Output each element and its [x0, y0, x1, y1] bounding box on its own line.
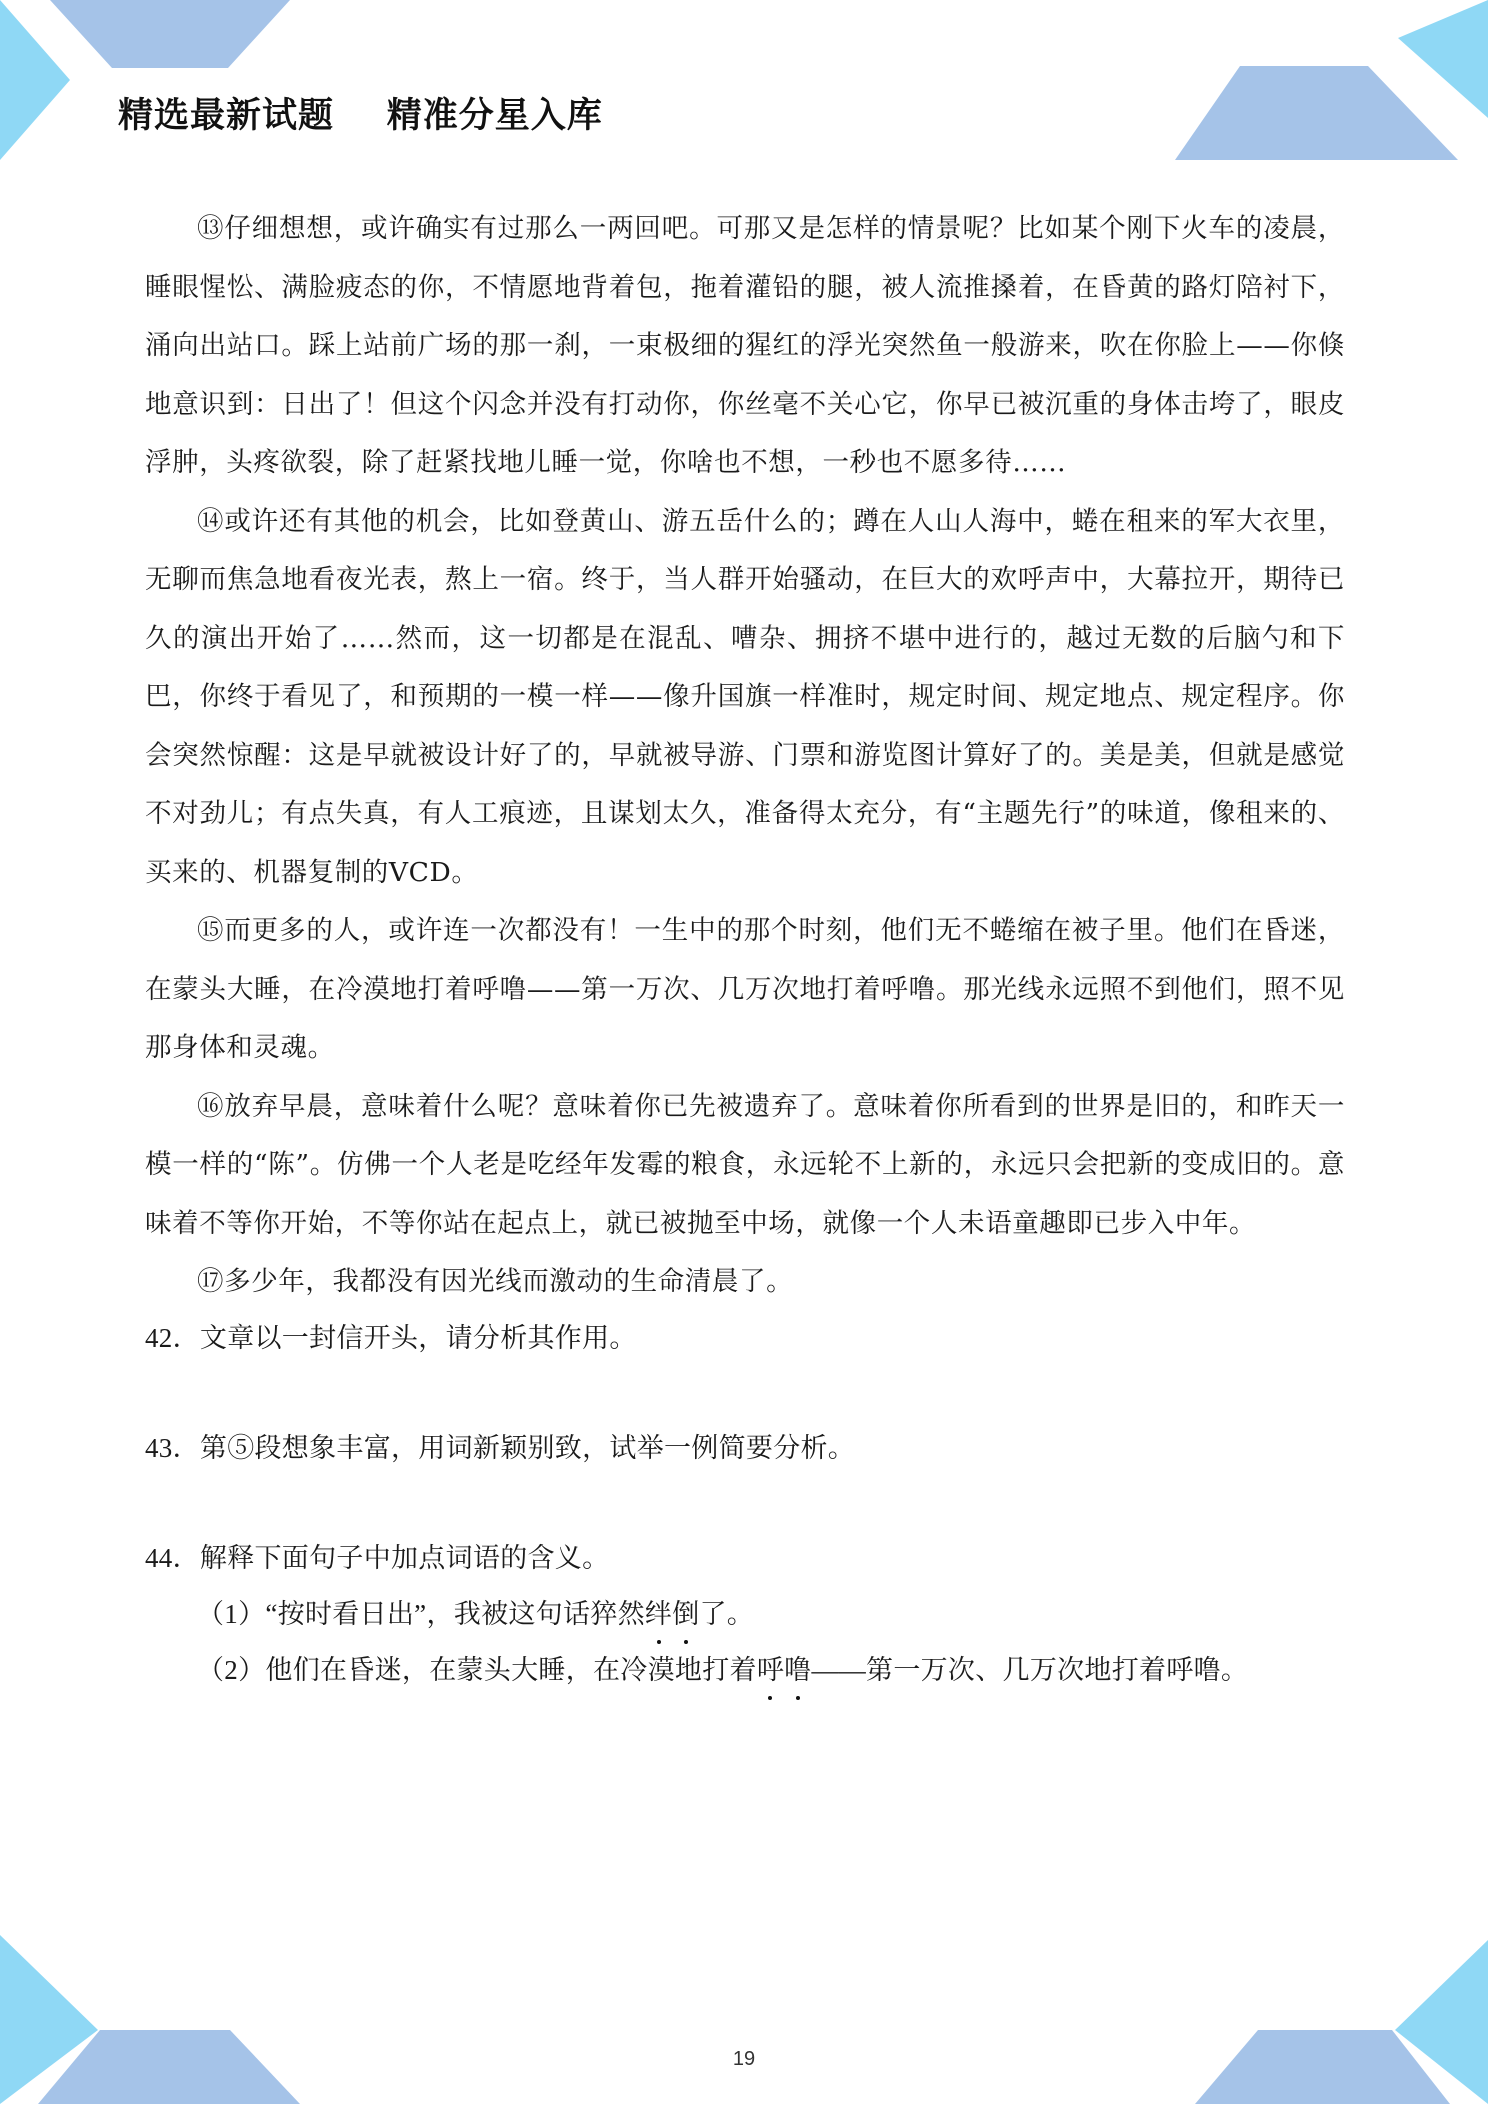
q44-item-1-after: 了。 [699, 1598, 755, 1629]
q44-item-2-after: ——第一万次、几万次地打着呼噜。 [811, 1654, 1249, 1685]
question-44: 44．解释下面句子中加点词语的含义。 [145, 1542, 610, 1573]
dotted-word-2a: 呼 [757, 1650, 784, 1690]
q44-item-2-before: （2）他们在昏迷，在蒙头大睡，在冷漠地打着 [197, 1654, 757, 1685]
paragraph-17: ⑰多少年，我都没有因光线而激动的生命清晨了。 [197, 1266, 794, 1297]
paragraph-13: ⑬仔细想想，或许确实有过那么一两回吧。可那又是怎样的情景呢？比如某个刚下火车的凌晨，睡眼惺忪、满脸疲态的你，不情愿地背着包，拖着灌铅的腿，被人流推搡着，在昏黄的路灯陪衬下，涌向出站口。踩上站前广场的那一刹，一束极细的猩红的浮光突然鱼一般游来，吹在你脸上——你倏地意识到：日出了！但这个闪念并没有打动你，你丝毫不关心它，你早已被沉重的身体击垮了，眼皮浮肿，头疼欲裂，除了赶紧找地儿睡一觉，你啥也不想，一秒也不愿多待…… [145, 213, 1345, 478]
header-title: 精选最新试题 精准分星入库 [118, 96, 603, 136]
header-trapezoid-top-right [1175, 66, 1458, 160]
dotted-word-2b: 噜 [784, 1650, 811, 1690]
page-number: 19 [732, 2048, 756, 2070]
dotted-word-1a: 绊 [645, 1594, 672, 1634]
question-44-item-2 [197, 1650, 1345, 1690]
header-trapezoid-top-left [50, 0, 290, 68]
paragraph-16: ⑯放弃早晨，意味着什么呢？意味着你已先被遗弃了。意味着你所看到的世界是旧的，和昨天一模一样的“陈”。仿佛一个人老是吃经年发霉的粮食，永远轮不上新的，永远只会把新的变成旧的。意味着不等你开始，不等你站在起点上，就已被抛至中场，就像一个人未语童趣即已步入中年。 [145, 1090, 1345, 1239]
dotted-word-1b: 倒 [672, 1594, 699, 1634]
corner-triangle-top-right [1398, 0, 1488, 118]
corner-triangle-top-left [0, 0, 70, 160]
question-43: 43．第⑤段想象丰富，用词新颖别致，试举一例简要分析。 [145, 1432, 856, 1463]
paragraph-14: ⑭或许还有其他的机会，比如登黄山、游五岳什么的；蹲在人山人海中，蜷在租来的军大衣里，无聊而焦急地看夜光表，熬上一宿。终于，当人群开始骚动，在巨大的欢呼声中，大幕拉开，期待已久的演出开始了……然而，这一切都是在混乱、嘈杂、拥挤不堪中进行的，越过无数的后脑勺和下巴，你终于看见了，和预期的一模一样——像升国旗一样准时，规定时间、规定地点、规定程序。你会突然惊醒：这是早就被设计好了的，早就被导游、门票和游览图计算好了的。美是美，但就是感觉不对劲儿；有点失真，有人工痕迹，且谋划太久，准备得太充分，有“主题先行”的味道，像租来的、买来的、机器复制的VCD。 [145, 505, 1345, 888]
question-42: 42．文章以一封信开头，请分析其作用。 [145, 1322, 637, 1353]
question-44-item-1 [197, 1594, 1345, 1634]
q44-item-1-before: （1）“按时看日出”，我被这句话猝然 [197, 1598, 645, 1629]
paragraph-15: ⑮而更多的人，或许连一次都没有！一生中的那个时刻，他们无不蜷缩在被子里。他们在昏迷，在蒙头大睡，在冷漠地打着呼噜——第一万次、几万次地打着呼噜。那光线永远照不到他们，照不见那身体和灵魂。 [145, 915, 1345, 1063]
document-body [145, 200, 1345, 1690]
